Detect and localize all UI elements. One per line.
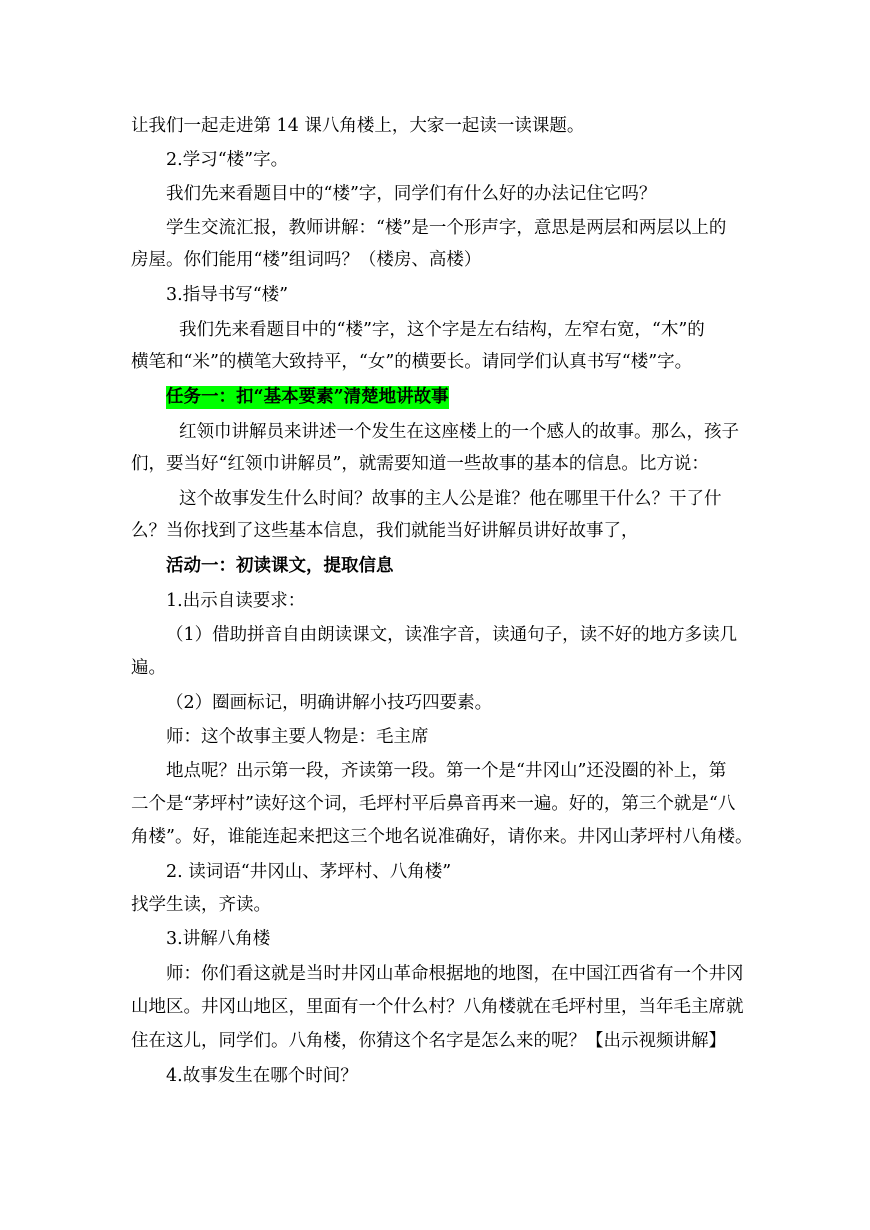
activity-heading: 活动一：初读课文，提取信息	[166, 556, 394, 576]
paragraph-line: 遍。	[131, 658, 166, 678]
section-heading: 2. 读词语“井冈山、茅坪村、八角楼”	[166, 862, 452, 882]
paragraph-line: 房屋。你们能用“楼”组词吗？（楼房、高楼）	[131, 250, 482, 270]
paragraph-line: （1）借助拼音自由朗读课文，读准字音，读通句子，读不好的地方多读几	[166, 625, 738, 645]
paragraph-line: 二个是“茅坪村”读好这个词，毛坪村平后鼻音再来一遍。好的，第三个就是“八	[131, 794, 736, 814]
section-heading: 3.讲解八角楼	[166, 929, 271, 949]
paragraph-line: 找学生读，齐读。	[131, 895, 271, 915]
paragraph-line: 师：你们看这就是当时井冈山革命根据地的地图，在中国江西省有一个井冈	[166, 964, 744, 984]
paragraph-line: 山地区。井冈山地区，里面有一个什么村？八角楼就在毛坪村里，当年毛主席就	[131, 997, 744, 1017]
paragraph-line: 角楼”。好，谁能连起来把这三个地名说准确好，请你来。井冈山茅坪村八角楼。	[131, 827, 753, 847]
section-heading: 4.故事发生在哪个时间？	[166, 1066, 358, 1086]
paragraph-line: 我们先来看题目中的“楼”字，同学们有什么好的办法记住它吗？	[166, 184, 657, 204]
paragraph-line: 师：这个故事主要人物是：毛主席	[166, 727, 429, 747]
paragraph-line: 学生交流汇报，教师讲解：“楼”是一个形声字，意思是两层和两层以上的	[166, 218, 727, 238]
paragraph-line: 地点呢？出示第一段，齐读第一段。第一个是“井冈山”还没圈的补上，第	[166, 761, 727, 781]
section-heading: 2.学习“楼”字。	[166, 150, 289, 170]
section-heading: 3.指导书写“楼”	[166, 285, 289, 305]
paragraph-line: 们，要当好“红领巾讲解员”，就需要知道一些故事的基本的信息。比方说：	[131, 454, 709, 474]
paragraph-line: 我们先来看题目中的“楼”字，这个字是左右结构，左窄右宽，“木”的	[179, 320, 705, 340]
paragraph-line: 让我们一起走进第 14 课八角楼上，大家一起读一读课题。	[131, 116, 585, 136]
paragraph-line: （2）圈画标记，明确讲解小技巧四要素。	[166, 693, 493, 713]
task-heading-highlight: 任务一：扣“基本要素”清楚地讲故事	[166, 387, 449, 407]
paragraph-line: 红领巾讲解员来讲述一个发生在这座楼上的一个感人的故事。那么，孩子	[179, 422, 739, 442]
paragraph-line: 这个故事发生什么时间？故事的主人公是谁？他在哪里干什么？干了什	[179, 489, 722, 509]
paragraph-line: 1.出示自读要求：	[166, 591, 306, 611]
paragraph-line: 横笔和“米”的横笔大致持平，“女”的横要长。请同学们认真书写“楼”字。	[131, 352, 693, 372]
task-heading	[166, 387, 449, 407]
paragraph-line: 住在这儿，同学们。八角楼，你猜这个名字是怎么来的呢？【出示视频讲解】	[131, 1031, 726, 1051]
paragraph-line: 么？当你找到了这些基本信息，我们就能当好讲解员讲好故事了，	[131, 521, 639, 541]
